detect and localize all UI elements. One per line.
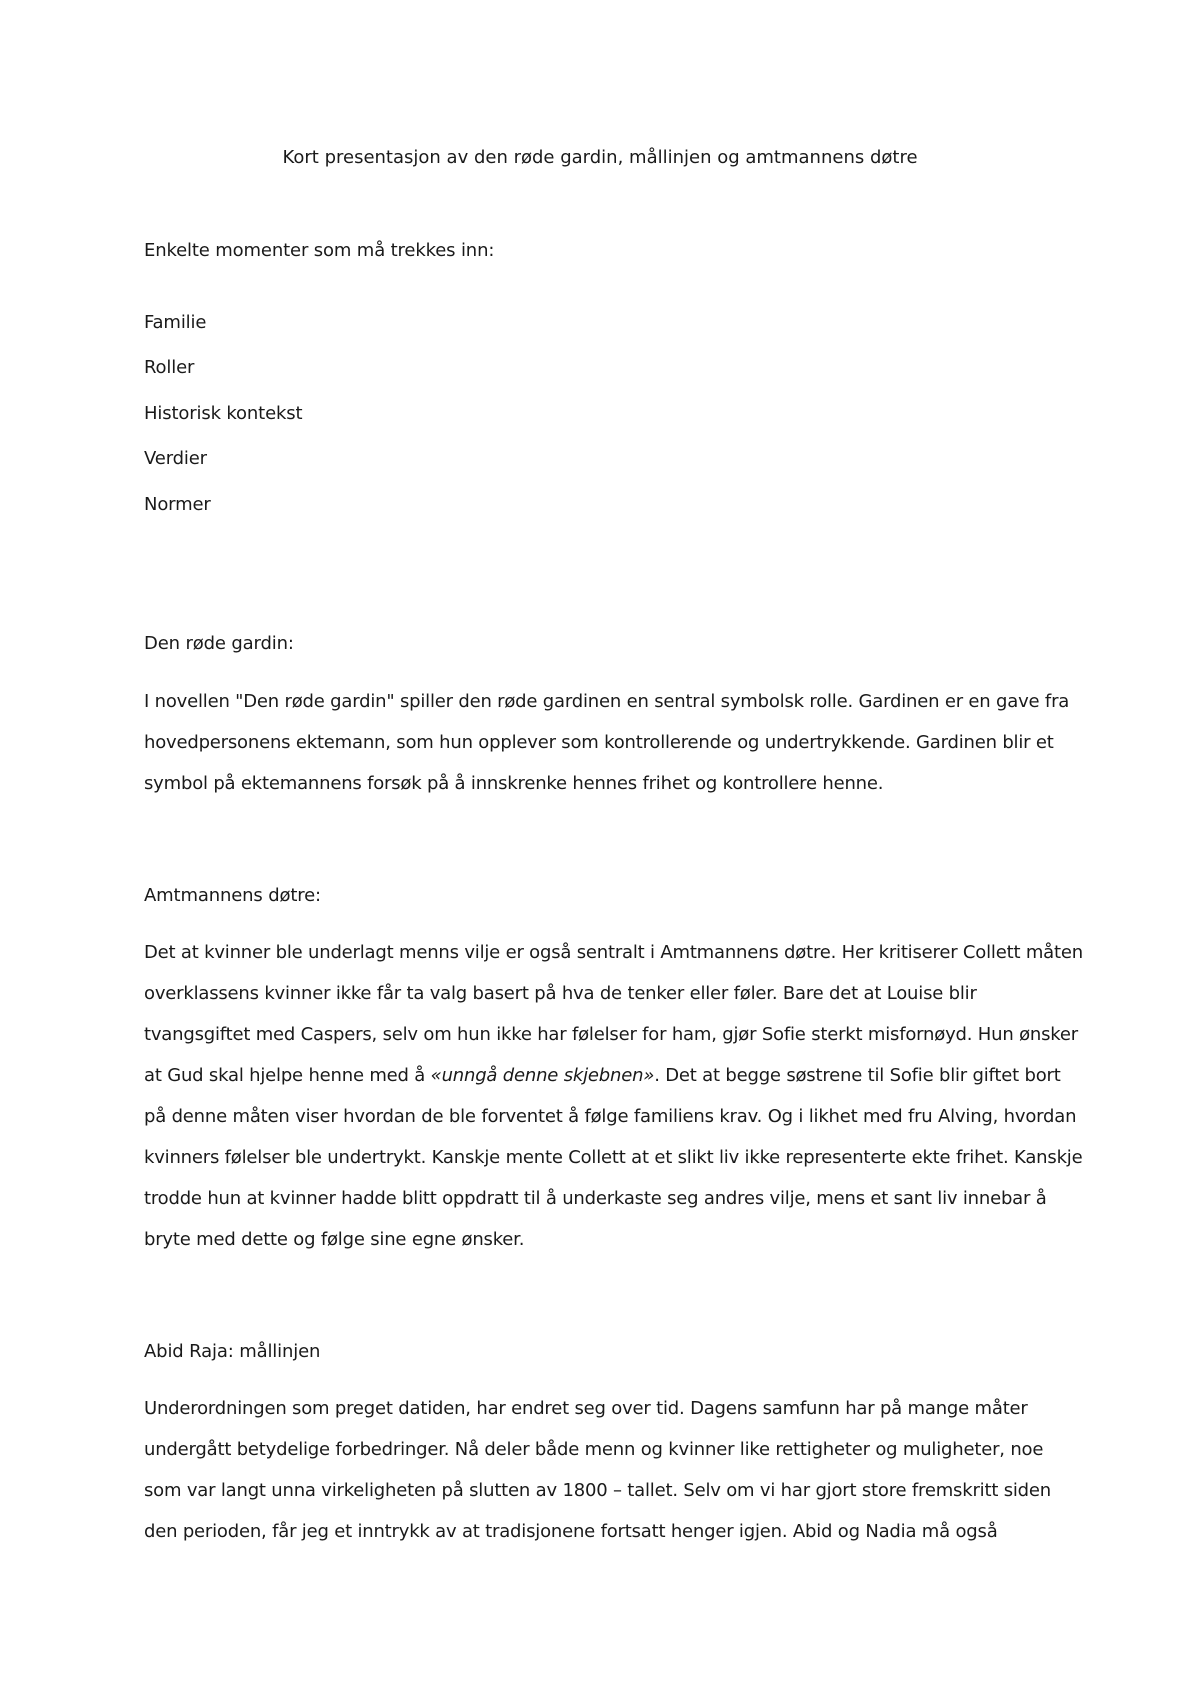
intro-heading: Enkelte momenter som må trekkes inn:	[144, 240, 495, 261]
moment-item: Verdier	[144, 448, 207, 469]
section-body-amtmannens-dotre	[144, 932, 1084, 1260]
section-heading-amtmannens-dotre: Amtmannens døtre:	[144, 885, 321, 906]
section-heading-rode-gardin: Den røde gardin:	[144, 633, 294, 654]
body-text: Det at kvinner ble underlagt menns vilje er også sentralt i Amtmannens døtre. Her kritiserer Collett måten overklassens kvinner ikke får ta valg basert på hva de tenker eller føler. Bare det at Louise blir tvangsgiftet med Caspers, selv om hun ikke har følelser for ham, gjør Sofie sterkt misfornøyd. Hun ønsker at Gud skal hjelpe henne med å	[144, 942, 1083, 1086]
moment-item: Normer	[144, 494, 211, 515]
section-body-malllinjen: Underordningen som preget datiden, har endret seg over tid. Dagens samfunn har på mange måter undergått betydelige forbedringer. Nå deler både menn og kvinner like rettigheter og muligheter, noe som var langt unna virkeligheten på slutten av 1800 – tallet. Selv om vi har gjort store fremskritt siden den perioden, får jeg et inntrykk av at tradisjonene fortsatt henger igjen. Abid og Nadia må også	[144, 1398, 1051, 1542]
moment-item: Roller	[144, 357, 195, 378]
section-body-rode-gardin: I novellen "Den røde gardin" spiller den røde gardinen en sentral symbolsk rolle. Gardinen er en gave fra hovedpersonens ektemann, som hun opplever som kontrollerende og undertrykkende. Gardinen blir et symbol på ektemannens forsøk på å innskrenke hennes frihet og kontrollere henne.	[144, 691, 1070, 794]
document-title: Kort presentasjon av den røde gardin, mållinjen og amtmannens døtre	[282, 147, 918, 168]
body-text: . Det at begge søstrene til Sofie blir giftet bort på denne måten viser hvordan de ble forventet å følge familiens krav. Og i likhet med fru Alving, hvordan kvinners følelser ble undertrykt. Kanskje mente Collett at et slikt liv ikke representerte ekte frihet. Kanskje trodde hun at kvinner hadde blitt oppdratt til å underkaste seg andres vilje, mens et sant liv innebar å bryte med dette og følge sine egne ønsker.	[144, 1065, 1083, 1250]
section-heading-malllinjen: Abid Raja: mållinjen	[144, 1341, 321, 1362]
quote-text: «unngå denne skjebnen»	[430, 1065, 655, 1086]
moment-item: Historisk kontekst	[144, 403, 303, 424]
moment-item: Familie	[144, 312, 207, 333]
